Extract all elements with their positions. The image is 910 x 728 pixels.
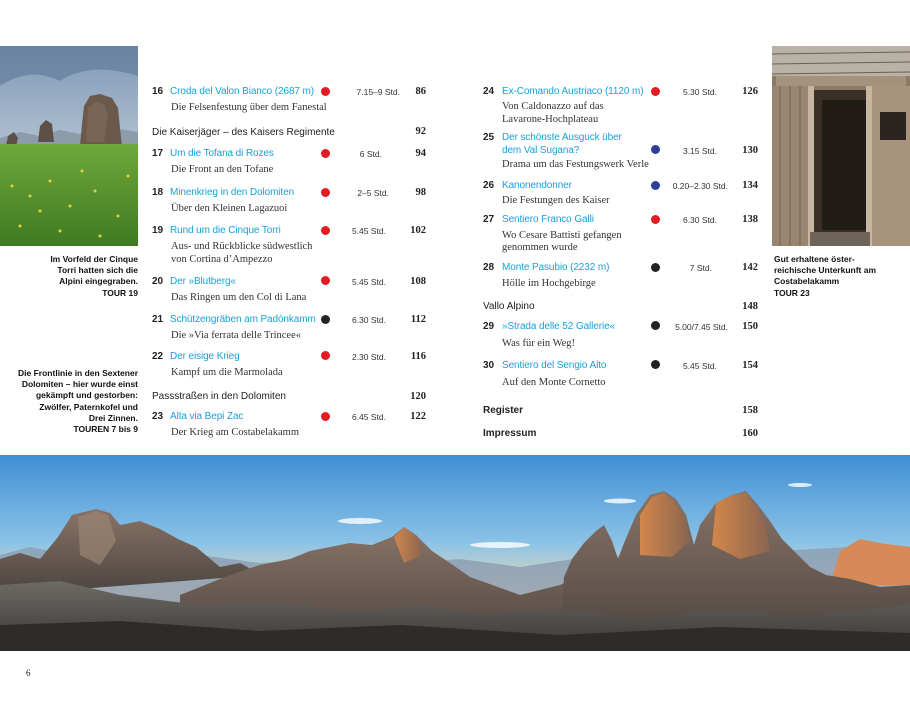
caption-line: Die Frontlinie in den Sextener (18, 368, 138, 378)
page-number: 6 (26, 668, 31, 678)
tour-subtitle: Die Festungen des Kaiser (502, 195, 610, 206)
caption-line: Im Vorfeld der Cinque (50, 254, 138, 264)
tour-duration: 5.45 Std. (351, 226, 386, 236)
tour-duration: 3.15 Std. (682, 146, 717, 156)
tour-number: 17 (152, 148, 164, 159)
tour-duration: 6 Std. (359, 149, 382, 159)
page-ref: 86 (415, 86, 426, 97)
tour-subtitle: Die Felsenfestung über dem Fanestal (171, 102, 327, 113)
tour-duration: 6.30 Std. (351, 315, 386, 325)
tour-number: 24 (483, 86, 495, 97)
tour-title[interactable]: Der eisige Krieg (170, 351, 240, 362)
page-ref: 112 (410, 314, 426, 325)
section-heading[interactable]: Impressum (483, 428, 537, 439)
page-ref: 142 (742, 262, 758, 273)
tour-subtitle: von Cortina d’Ampezzo (171, 254, 273, 265)
tour-title[interactable]: Monte Pasubio (2232 m) (502, 262, 610, 273)
page-ref: 154 (742, 360, 758, 371)
tour-title[interactable]: Der »Blutberg« (170, 276, 236, 287)
tour-title[interactable]: Um die Tofana di Rozes (170, 148, 274, 159)
tour-number: 29 (483, 321, 495, 332)
page-ref: 120 (410, 391, 426, 402)
caption-line: Alpini eingegraben. (59, 276, 138, 287)
tour-subtitle: genommen wurde (502, 242, 578, 253)
page-ref: 148 (742, 301, 758, 312)
tour-number: 23 (152, 411, 164, 422)
caption-line: TOUREN 7 bis 9 (73, 424, 138, 435)
tour-number: 26 (483, 180, 495, 191)
tour-subtitle: Der Krieg am Costabelakamm (171, 427, 299, 438)
tour-number: 18 (152, 187, 164, 198)
tour-title-continued[interactable]: dem Val Sugana? (502, 145, 580, 156)
tour-title[interactable]: Sentiero Franco Galli (502, 214, 594, 225)
section-heading[interactable]: Passstraßen in den Dolomiten (152, 391, 286, 402)
page-ref: 94 (415, 148, 426, 159)
section-heading[interactable]: Register (483, 405, 524, 416)
tour-subtitle: Auf den Monte Cornetto (502, 377, 606, 388)
tour-title[interactable]: Croda del Valon Bianco (2687 m) (170, 86, 315, 97)
page-ref: 116 (410, 351, 426, 362)
tour-title[interactable]: Minenkrieg in den Dolomiten (170, 187, 295, 198)
tour-subtitle: Die Front an den Tofane (171, 164, 274, 175)
tour-subtitle: Über den Kleinen Lagazuoi (171, 203, 288, 214)
tour-subtitle: Das Ringen um den Col di Lana (171, 292, 307, 303)
caption-line: Dolomiten – hier wurde einst (21, 379, 138, 390)
tour-duration: 2–5 Std. (357, 188, 389, 198)
tour-subtitle: Von Caldonazzo auf das (502, 101, 604, 112)
tour-subtitle: Aus- und Rückblicke südwestlich (171, 241, 313, 252)
tour-title[interactable]: Rund um die Cinque Torri (170, 225, 281, 236)
tour-subtitle: Was für ein Weg! (502, 338, 576, 349)
tour-number: 21 (152, 314, 164, 325)
tour-duration: 7 Std. (689, 263, 712, 273)
tour-duration: 0.20–2.30 Std. (672, 181, 728, 191)
page-ref: 160 (742, 428, 758, 439)
tour-title[interactable]: Schützengräben am Padònkamm (170, 314, 316, 325)
tour-title[interactable]: Sentiero del Sengio Alto (502, 360, 607, 371)
tour-duration: 5.00/7.45 Std. (675, 322, 728, 332)
tour-number: 28 (483, 262, 495, 273)
tour-title[interactable]: Der schönste Ausguck über (502, 132, 622, 143)
caption-line: Zwölfer, Paternkofel und (39, 401, 138, 412)
tour-title[interactable]: »Strada delle 52 Gallerie« (502, 321, 616, 332)
caption-line: Costabelakamm (774, 276, 840, 287)
tour-duration: 5.30 Std. (682, 87, 717, 97)
page-ref: 98 (415, 187, 426, 198)
caption-line: Gut erhaltene öster- (774, 254, 855, 264)
tour-number: 19 (152, 225, 164, 236)
tour-duration: 5.45 Std. (351, 277, 386, 287)
page-ref: 134 (742, 180, 758, 191)
tour-duration: 6.30 Std. (682, 215, 717, 225)
tour-duration: 6.45 Std. (351, 412, 386, 422)
page-ref: 122 (410, 411, 426, 422)
section-heading[interactable]: Die Kaiserjäger – des Kaisers Regimente (152, 127, 335, 138)
tour-number: 16 (152, 86, 164, 97)
caption-line: TOUR 23 (774, 287, 810, 298)
tour-duration: 7.15–9 Std. (356, 87, 400, 97)
page-ref: 92 (415, 126, 426, 137)
page-ref: 102 (410, 225, 426, 236)
tour-subtitle: Die »Via ferrata delle Trincee« (171, 330, 301, 341)
panorama-dolomites (0, 455, 910, 651)
page-ref: 150 (742, 321, 758, 332)
page-ref: 158 (742, 405, 758, 416)
tour-number: 22 (152, 351, 164, 362)
tour-subtitle: Hölle im Hochgebirge (502, 278, 596, 289)
tour-subtitle: Drama um das Festungswerk Verle (502, 159, 649, 170)
tour-duration: 5.45 Std. (682, 361, 717, 371)
page-ref: 130 (742, 145, 758, 156)
tour-number: 27 (483, 214, 495, 225)
caption-line: reichische Unterkunft am (774, 265, 877, 276)
tour-duration: 2.30 Std. (351, 352, 386, 362)
tour-title[interactable]: Ex-Comando Austriaco (1120 m) (502, 86, 644, 97)
tour-number: 25 (483, 132, 495, 143)
section-heading[interactable]: Vallo Alpino (483, 301, 535, 312)
tour-number: 30 (483, 360, 495, 371)
tour-title[interactable]: Alta via Bepi Zac (170, 411, 244, 422)
page-ref: 108 (410, 276, 426, 287)
tour-subtitle: Lavarone-Hochplateau (502, 114, 599, 125)
page-ref: 126 (742, 86, 758, 97)
caption-line: gekämpft und gestorben: (35, 390, 138, 401)
tour-number: 20 (152, 276, 164, 287)
tour-subtitle: Kampf um die Marmolada (171, 367, 283, 378)
caption-line: TOUR 19 (102, 287, 138, 298)
page-ref: 138 (742, 214, 758, 225)
caption-line: Drei Zinnen. (88, 412, 138, 423)
caption-line: Torri hatten sich die (57, 265, 138, 276)
tour-title[interactable]: Kanonendonner (502, 180, 572, 191)
tour-subtitle: Wo Cesare Battisti gefangen (502, 230, 622, 241)
